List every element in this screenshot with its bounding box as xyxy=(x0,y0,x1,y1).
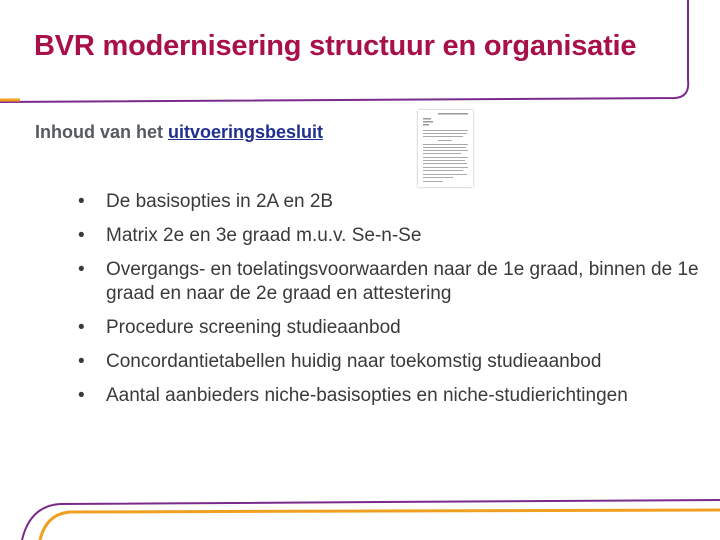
bullet-dot: • xyxy=(78,317,85,338)
uitvoeringsbesluit-link[interactable]: uitvoeringsbesluit xyxy=(168,122,324,142)
list-item xyxy=(78,190,708,214)
list-item xyxy=(78,224,708,248)
list-item xyxy=(78,384,708,408)
list-item xyxy=(78,350,708,374)
list-item xyxy=(78,316,708,340)
list-item xyxy=(78,258,708,306)
document-page-icon[interactable] xyxy=(418,110,473,187)
bullet-dot: • xyxy=(78,225,85,246)
document-lines xyxy=(418,110,473,187)
bottom-curve-orange xyxy=(40,510,720,540)
bullet-list xyxy=(78,190,708,418)
list-item-text: De basisopties in 2A en 2B xyxy=(106,191,334,212)
bullet-dot: • xyxy=(78,351,85,372)
list-item-text: Procedure screening studieaanbod xyxy=(106,317,401,338)
bottom-curve-purple xyxy=(22,500,720,540)
list-item-text: Matrix 2e en 3e graad m.u.v. Se-n-Se xyxy=(106,225,422,246)
bullet-dot: • xyxy=(78,259,85,280)
subtitle-prefix: Inhoud van het xyxy=(35,122,168,142)
list-item-text: Concordantietabellen huidig naar toekomstig studieaanbod xyxy=(106,351,602,372)
list-item-text: Aantal aanbieders niche-basisopties en niche-studierichtingen xyxy=(106,385,628,406)
list-item-text: Overgangs- en toelatingsvoorwaarden naar de 1e graad, binnen de 1e graad en naar de 2e graad en attestering xyxy=(106,259,699,304)
slide-title: BVR modernisering structuur en organisatie xyxy=(34,30,637,62)
bullet-dot: • xyxy=(78,191,85,212)
bullet-dot: • xyxy=(78,385,85,406)
slide-subtitle xyxy=(35,122,323,143)
